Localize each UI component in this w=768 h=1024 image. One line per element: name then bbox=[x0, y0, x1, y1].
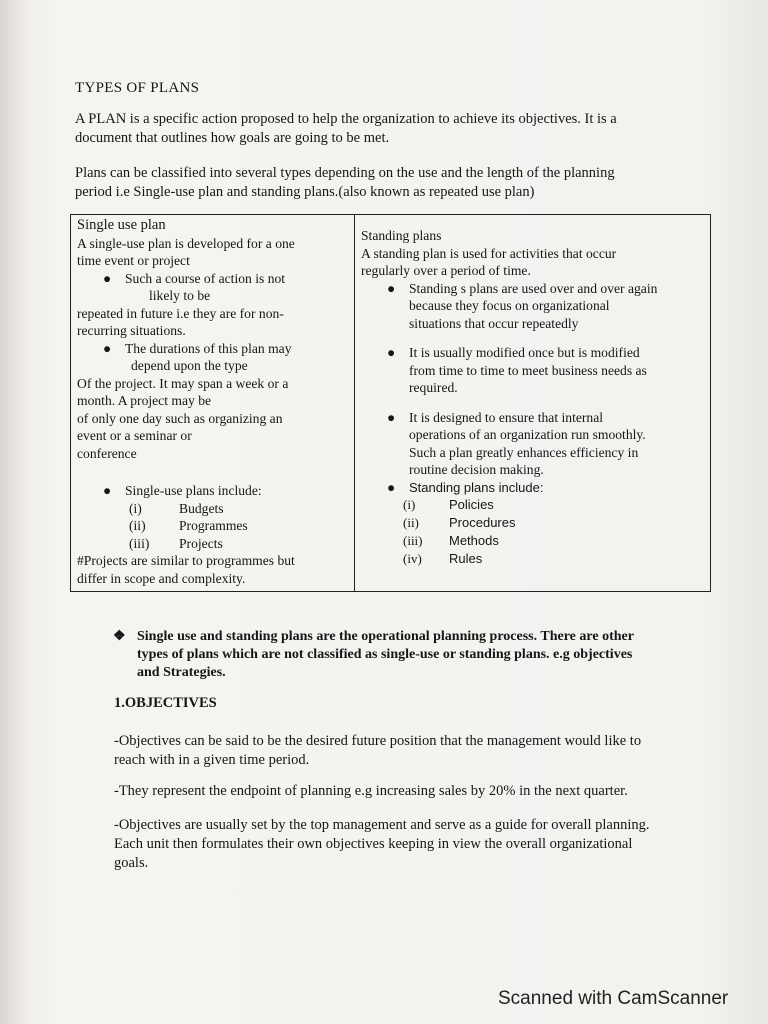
list-item-label: Rules bbox=[449, 551, 483, 566]
list-item bbox=[77, 517, 349, 535]
single-use-include-label: Single-use plans include: bbox=[125, 483, 262, 498]
standing-bullet-1-line-3: situations that occur repeatedly bbox=[409, 315, 579, 331]
note-line-3: and Strategies. bbox=[137, 665, 226, 680]
standing-bullet-2-line-1: It is usually modified once but is modified bbox=[409, 345, 640, 360]
list-item-label: Budgets bbox=[179, 500, 224, 516]
list-item-number: (i) bbox=[403, 497, 416, 512]
list-item-number: (ii) bbox=[403, 515, 419, 530]
single-use-bullet-1-line-1: Such a course of action is not bbox=[125, 270, 286, 286]
classification-line-1: Plans can be classified into several types depending on the use and the length of the planning bbox=[75, 165, 615, 181]
camscanner-watermark: Scanned with CamScanner bbox=[498, 988, 729, 1009]
classification-line-2: period i.e Single-use plan and standing plans.(also known as repeated use plan) bbox=[75, 184, 535, 200]
single-use-bullet-1 bbox=[77, 270, 349, 305]
single-use-include-bullet bbox=[77, 482, 349, 500]
standing-bullet-3-line-3: Such a plan greatly enhances efficiency in bbox=[409, 444, 639, 460]
list-item-label: Policies bbox=[449, 497, 494, 512]
note-line-1: Single use and standing plans are the operational planning process. There are other bbox=[137, 629, 634, 644]
plans-comparison-table bbox=[70, 214, 711, 592]
list-item bbox=[77, 500, 349, 518]
single-use-note-line-2: differ in scope and complexity. bbox=[77, 570, 246, 586]
standing-include-bullet bbox=[361, 479, 705, 497]
objectives-p1-line-1: -Objectives can be said to be the desired future position that the management would like to bbox=[114, 733, 642, 749]
single-use-text-line: month. A project may be bbox=[77, 393, 212, 408]
objectives-p3-line-2: Each unit then formulates their own objectives keeping in view the overall organizational bbox=[114, 836, 633, 852]
definition-paragraph bbox=[75, 110, 715, 148]
single-use-intro-line-1: A single-use plan is developed for a one bbox=[77, 235, 295, 251]
standing-plan-cell bbox=[355, 215, 711, 592]
objectives-heading: 1.OBJECTIVES bbox=[114, 695, 217, 711]
single-use-bullet-2 bbox=[77, 340, 349, 375]
objectives-p3-line-1: -Objectives are usually set by the top management and serve as a guide for overall planning. bbox=[114, 817, 650, 833]
bullet-dot-icon: ● bbox=[387, 409, 396, 425]
single-use-bullet-1-line-2: likely to be bbox=[149, 288, 211, 303]
objectives-p1-line-2: reach with in a given time period. bbox=[114, 752, 310, 768]
bullet-dot-icon: ● bbox=[387, 345, 396, 360]
objectives-paragraph-2: -They represent the endpoint of planning e.g increasing sales by 20% in the next quarter. bbox=[114, 783, 628, 799]
standing-heading: Standing plans bbox=[361, 228, 442, 243]
list-item bbox=[361, 496, 705, 514]
page-title: TYPES OF PLANS bbox=[75, 80, 200, 96]
objectives-paragraph-1 bbox=[114, 732, 714, 770]
single-use-text-line: recurring situations. bbox=[77, 323, 186, 338]
bullet-dot-icon: ● bbox=[103, 340, 112, 356]
standing-intro-line-1: A standing plan is used for activities that occur bbox=[361, 245, 617, 261]
bullet-dot-icon: ● bbox=[387, 479, 396, 495]
single-use-plan-cell bbox=[71, 215, 355, 592]
list-item-number: (iii) bbox=[403, 533, 423, 548]
list-item-number: (ii) bbox=[129, 518, 146, 533]
list-item-label: Methods bbox=[449, 533, 499, 548]
standing-bullet-3-line-1: It is designed to ensure that internal bbox=[409, 409, 604, 425]
single-use-intro bbox=[77, 235, 349, 270]
standing-intro-line-2: regularly over a period of time. bbox=[361, 263, 531, 278]
standing-include-label: Standing plans include: bbox=[409, 479, 544, 495]
single-use-intro-line-2: time event or project bbox=[77, 253, 190, 268]
list-item bbox=[361, 514, 705, 532]
list-item-number: (iii) bbox=[129, 535, 150, 551]
classification-paragraph bbox=[75, 164, 715, 202]
objectives-paragraph-3 bbox=[114, 816, 714, 873]
standing-bullet-1 bbox=[361, 280, 705, 333]
definition-line-2: document that outlines how goals are going to be met. bbox=[75, 130, 390, 146]
standing-bullet-3-line-4: routine decision making. bbox=[409, 462, 544, 477]
diamond-bullet-icon: ❖ bbox=[113, 629, 126, 644]
single-use-text-line: repeated in future i.e they are for non- bbox=[77, 305, 284, 321]
single-use-note-line-1: #Projects are similar to programmes but bbox=[77, 553, 295, 568]
single-use-text-line: Of the project. It may span a week or a bbox=[77, 375, 289, 391]
list-item-label: Projects bbox=[179, 535, 223, 551]
list-item-number: (i) bbox=[129, 500, 142, 516]
bullet-dot-icon: ● bbox=[387, 280, 396, 296]
list-item bbox=[361, 532, 705, 550]
single-use-bullet-2-line-1: The durations of this plan may bbox=[125, 340, 292, 356]
single-use-text-line: of only one day such as organizing an bbox=[77, 410, 283, 426]
bullet-dot-icon: ● bbox=[103, 270, 112, 286]
table-row bbox=[71, 215, 711, 592]
standing-bullet-3-line-2: operations of an organization run smoothly. bbox=[409, 427, 646, 442]
bullet-dot-icon: ● bbox=[103, 483, 112, 498]
standing-bullet-1-line-1: Standing s plans are used over and over again bbox=[409, 280, 658, 296]
list-item bbox=[361, 550, 705, 568]
objectives-p3-line-3: goals. bbox=[114, 855, 149, 871]
list-item-number: (iv) bbox=[403, 551, 422, 566]
definition-line-1: A PLAN is a specific action proposed to help the organization to achieve its objectives. It is a bbox=[75, 111, 617, 127]
standing-bullet-1-line-2: because they focus on organizational bbox=[409, 298, 610, 313]
single-use-bullet-2-line-2: depend upon the type bbox=[131, 358, 248, 373]
standing-bullet-3 bbox=[361, 409, 705, 479]
list-item-label: Programmes bbox=[179, 518, 248, 533]
single-use-text-line: conference bbox=[77, 445, 137, 461]
operational-planning-note bbox=[113, 628, 703, 682]
standing-bullet-2-line-2: from time to time to meet business needs as bbox=[409, 362, 647, 378]
standing-bullet-2-line-3: required. bbox=[409, 380, 458, 395]
note-line-2: types of plans which are not classified as single-use or standing plans. e.g objectives bbox=[137, 647, 633, 662]
single-use-text-line: event or a seminar or bbox=[77, 428, 192, 443]
list-item-label: Procedures bbox=[449, 515, 516, 530]
single-use-heading: Single use plan bbox=[77, 217, 166, 233]
standing-bullet-2 bbox=[361, 344, 705, 397]
list-item bbox=[77, 535, 349, 553]
